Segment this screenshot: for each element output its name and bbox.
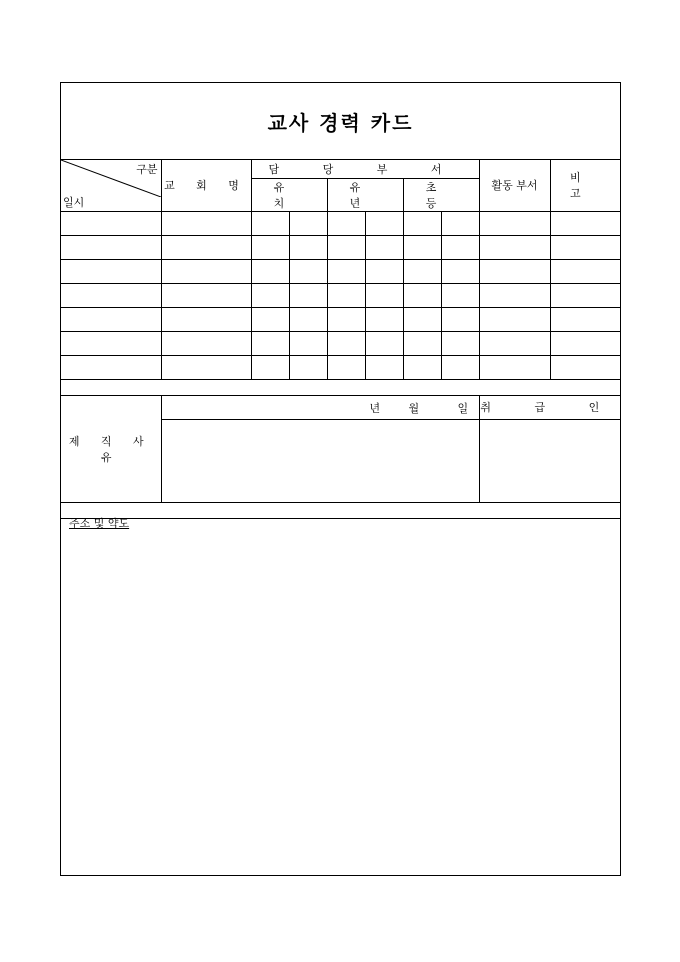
record-cell[interactable] [289,307,327,331]
record-cell[interactable] [61,259,161,283]
record-cell[interactable] [289,211,327,235]
handler-label: 취 급 인 [479,395,620,419]
record-cell[interactable] [251,283,289,307]
record-cell[interactable] [61,211,161,235]
record-cell[interactable] [441,259,479,283]
sub-department-primary: 유 년 [327,178,403,211]
record-cell[interactable] [550,235,620,259]
record-cell[interactable] [289,331,327,355]
record-cell[interactable] [61,283,161,307]
record-cell[interactable] [327,331,365,355]
record-cell[interactable] [365,235,403,259]
record-rows [61,211,620,379]
record-cell[interactable] [550,211,620,235]
record-cell[interactable] [403,211,441,235]
record-cell[interactable] [403,355,441,379]
record-cell[interactable] [289,235,327,259]
spacer-row [61,379,620,395]
record-cell[interactable] [441,235,479,259]
record-cell[interactable] [550,259,620,283]
table-row [61,283,620,307]
month-label: 월 [408,401,420,415]
record-cell[interactable] [403,307,441,331]
record-cell[interactable] [479,235,550,259]
record-cell[interactable] [365,307,403,331]
record-cell[interactable] [550,283,620,307]
table-row [61,211,620,235]
record-cell[interactable] [327,283,365,307]
record-cell[interactable] [479,211,550,235]
handler-field[interactable] [479,419,620,502]
record-cell[interactable] [251,331,289,355]
record-cell[interactable] [327,259,365,283]
record-cell[interactable] [251,235,289,259]
record-cell[interactable] [61,331,161,355]
record-cell[interactable] [251,355,289,379]
record-cell[interactable] [161,211,251,235]
record-cell[interactable] [479,355,550,379]
address-map-label: 주소 및 약도 [69,517,130,530]
record-cell[interactable] [289,259,327,283]
career-table [61,160,620,519]
record-cell[interactable] [441,331,479,355]
record-cell[interactable] [161,235,251,259]
record-cell[interactable] [365,211,403,235]
record-cell[interactable] [403,259,441,283]
record-cell[interactable] [61,355,161,379]
resignation-reason-label: 제 직 사 유 [61,395,161,502]
record-cell[interactable] [327,355,365,379]
record-cell[interactable] [161,259,251,283]
teacher-career-card [60,82,621,876]
table-row [61,235,620,259]
year-label: 년 [369,401,381,415]
sub-department-elementary: 초 등 [403,178,479,211]
record-cell[interactable] [161,331,251,355]
date-label: 일시 [63,195,85,209]
day-label: 일 [457,401,469,415]
record-cell[interactable] [365,331,403,355]
table-row [61,331,620,355]
record-cell[interactable] [479,307,550,331]
record-cell[interactable] [161,283,251,307]
page-title: 교사 경력 카드 [61,83,620,160]
record-cell[interactable] [479,331,550,355]
table-row [61,355,620,379]
record-cell[interactable] [251,307,289,331]
resignation-reason-field[interactable] [161,419,479,502]
record-cell[interactable] [327,211,365,235]
record-cell[interactable] [441,307,479,331]
record-cell[interactable] [161,307,251,331]
remarks-header: 비 고 [550,160,620,211]
department-header: 담 당 부 서 [251,160,479,178]
record-cell[interactable] [365,355,403,379]
record-cell[interactable] [403,235,441,259]
record-cell[interactable] [403,283,441,307]
record-cell[interactable] [550,355,620,379]
activity-department-header: 활동 부서 [479,160,550,211]
sub-department-kindergarten: 유 치 [251,178,327,211]
record-cell[interactable] [289,355,327,379]
record-cell[interactable] [365,283,403,307]
table-row [61,307,620,331]
record-cell[interactable] [61,307,161,331]
record-cell[interactable] [550,307,620,331]
record-cell[interactable] [61,235,161,259]
record-cell[interactable] [251,259,289,283]
record-cell[interactable] [161,355,251,379]
record-cell[interactable] [479,259,550,283]
record-cell[interactable] [327,307,365,331]
category-label: 구분 [136,163,158,176]
spacer-row [61,502,620,518]
record-cell[interactable] [251,211,289,235]
record-cell[interactable] [441,283,479,307]
record-cell[interactable] [441,211,479,235]
resignation-date [161,395,479,419]
record-cell[interactable] [550,331,620,355]
church-name-header: 교 회 명 [161,160,251,211]
record-cell[interactable] [441,355,479,379]
category-date-header [61,160,161,211]
record-cell[interactable] [327,235,365,259]
record-cell[interactable] [479,283,550,307]
record-cell[interactable] [403,331,441,355]
record-cell[interactable] [365,259,403,283]
table-row [61,259,620,283]
record-cell[interactable] [289,283,327,307]
